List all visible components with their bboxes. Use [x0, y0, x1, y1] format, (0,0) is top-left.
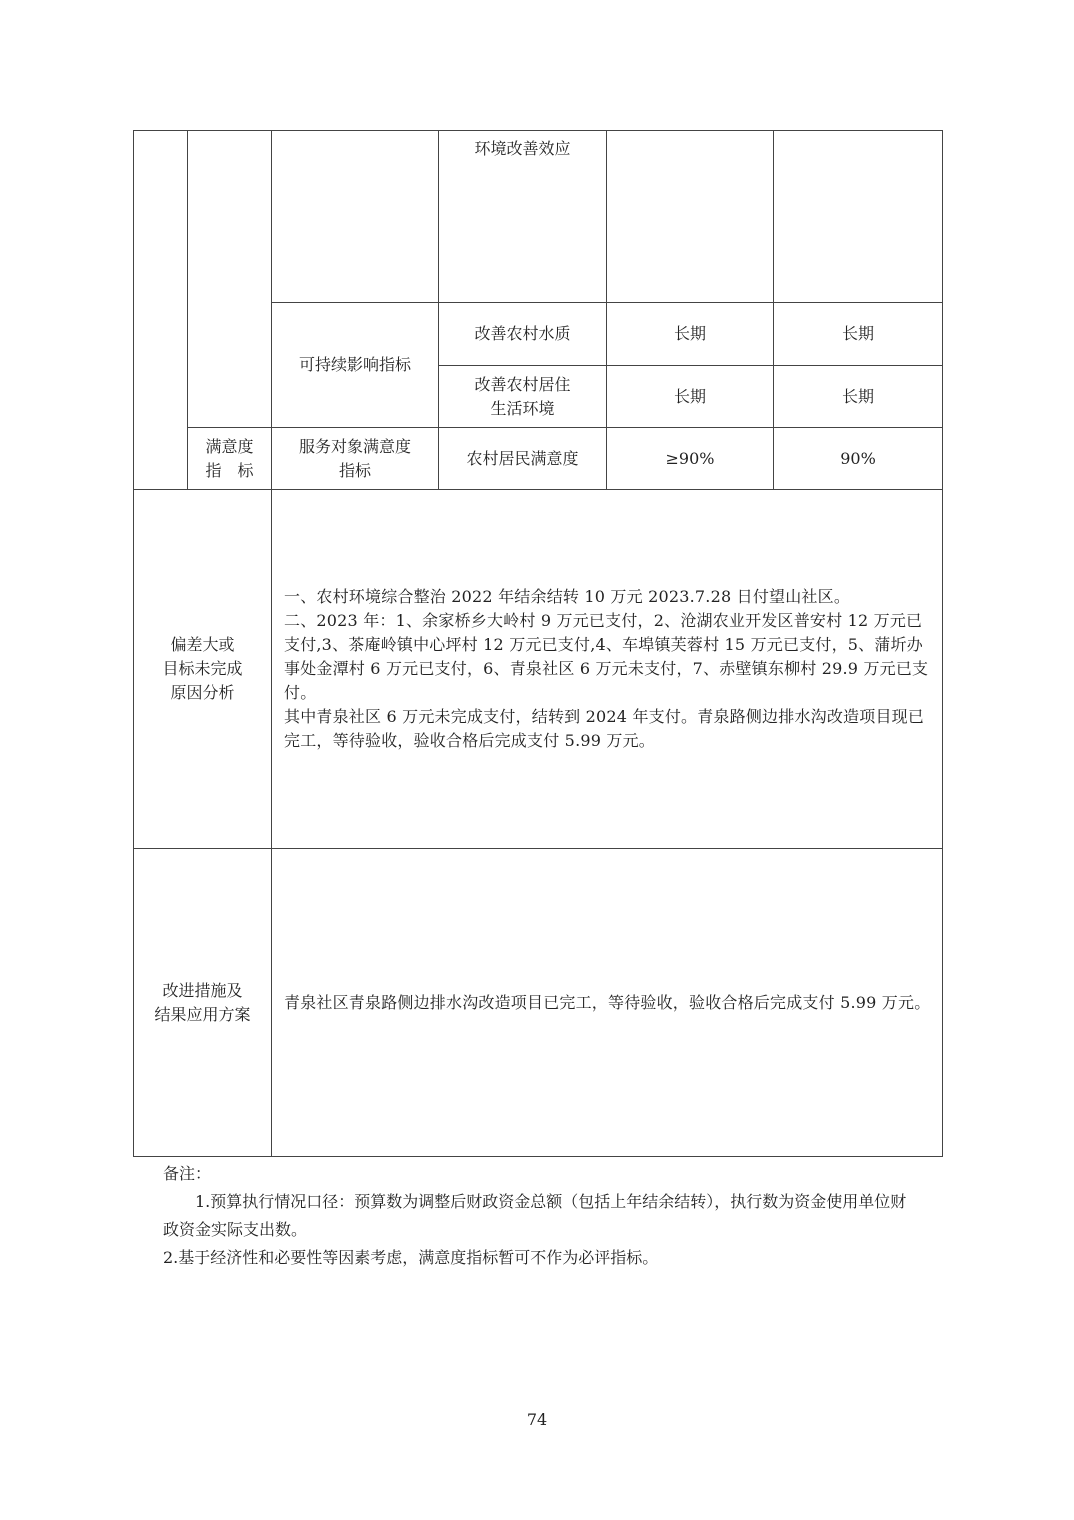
living-env-label-line1: 改善农村居住: [474, 374, 571, 394]
notes-title: 备注：: [163, 1164, 212, 1183]
satisfaction-category-line1: 满意度: [205, 436, 254, 456]
satisfaction-category-line2: 指 标: [205, 460, 254, 480]
deviation-header-line2: 目标未完成: [162, 659, 243, 678]
deviation-paragraph-2: 二、2023 年：1、余家桥乡大岭村 9 万元已支付，2、沧湖农业开发区普安村 12 万元已支付,3、茶庵岭镇中心坪村 12 万元已支付,4、车埠镇芙蓉村 15 万元已支付，5、蒲圻办事处金潭村 6 万元已支付，6、青泉社区 6 万元未支付，7、赤壁镇东柳村 29.9 万元已支付。: [284, 611, 929, 702]
improvement-text: [272, 849, 943, 1157]
resident-satisfaction-label: 农村居民满意度: [439, 428, 607, 490]
improvement-header: [134, 849, 272, 1157]
deviation-analysis-text: [272, 490, 943, 849]
satisfaction-actual-value: 90%: [774, 428, 943, 490]
page-number: 74: [526, 1410, 548, 1429]
improvement-header-line2: 结果应用方案: [154, 1004, 251, 1024]
empty-cell: [607, 131, 774, 303]
performance-table: [133, 130, 943, 1157]
deviation-header-line1: 偏差大或: [170, 635, 235, 654]
living-env-label-line2: 生活环境: [490, 398, 555, 418]
living-env-label: [439, 366, 607, 428]
satisfaction-target-value: ≥90%: [607, 428, 774, 490]
satisfaction-secondary-line1: 服务对象满意度: [298, 436, 411, 456]
improvement-header-line1: 改进措施及: [162, 980, 243, 1000]
env-effect-label: 环境改善效应: [439, 131, 607, 303]
deviation-paragraph-3: 其中青泉社区 6 万元未完成支付，结转到 2024 年支付。青泉路侧边排水沟改造项目现已完工，等待验收，验收合格后完成支付 5.99 万元。: [284, 707, 925, 750]
improvement-paragraph: 青泉社区青泉路侧边排水沟改造项目已完工，等待验收，验收合格后完成支付 5.99 万元。: [284, 992, 931, 1012]
sustain-indicator-label: 可持续影响指标: [272, 303, 439, 428]
deviation-header: [134, 490, 272, 849]
empty-cell: [272, 131, 439, 303]
deviation-header-line3: 原因分析: [170, 683, 235, 702]
empty-category-column: [188, 131, 272, 428]
living-target-value: 长期: [607, 366, 774, 428]
living-actual-value: 长期: [774, 366, 943, 428]
notes-section: [133, 1160, 942, 1272]
water-target-value: 长期: [607, 303, 774, 366]
satisfaction-category: [188, 428, 272, 490]
satisfaction-secondary-line2: 指标: [338, 460, 371, 480]
satisfaction-secondary-indicator: [272, 428, 439, 490]
deviation-paragraph-1: 一、农村环境综合整治 2022 年结余结转 10 万元 2023.7.28 日付望山社区。: [284, 587, 851, 606]
note-item-2: 2.基于经济性和必要性等因素考虑，满意度指标暂可不作为必评指标。: [163, 1248, 659, 1267]
water-quality-label: 改善农村水质: [439, 303, 607, 366]
empty-first-column: [134, 131, 188, 490]
note-item-1: 1.预算执行情况口径：预算数为调整后财政资金总额（包括上年结余结转），执行数为资金使用单位财政资金实际支出数。: [163, 1192, 907, 1239]
water-actual-value: 长期: [774, 303, 943, 366]
empty-cell: [774, 131, 943, 303]
